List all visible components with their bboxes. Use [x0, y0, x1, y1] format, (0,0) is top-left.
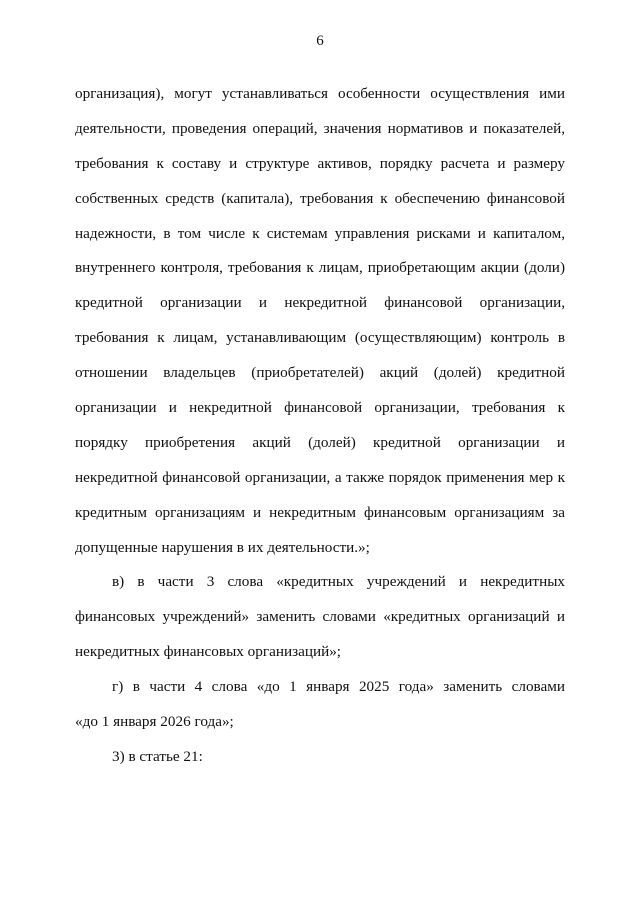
text-line: допущенные нарушения в их деятельности.»;	[75, 538, 370, 556]
text-line: 3) в статье 21:	[112, 747, 203, 765]
text-line: порядку приобретения акций (долей) кредитной организации и	[75, 433, 565, 451]
text-line: надежности, в том числе к системам управления рисками и капиталом,	[75, 224, 565, 242]
text-line: некредитной финансовой организации, а также порядок применения мер к	[75, 468, 565, 486]
text-line: требования к составу и структуре активов, порядку расчета и размеру	[75, 154, 565, 172]
paragraph-item-3	[75, 740, 565, 775]
text-line: некредитных финансовых организаций»;	[75, 643, 342, 661]
text-line: отношении владельцев (приобретателей) акций (долей) кредитной	[75, 364, 565, 382]
paragraph-continuation	[75, 77, 565, 565]
text-line: собственных средств (капитала), требования к обеспечению финансовой	[75, 189, 565, 207]
text-line: в) в части 3 слова «кредитных учреждений и некредитных	[112, 573, 565, 591]
page-number: 6	[316, 33, 324, 49]
text-line: требования к лицам, устанавливающим (осуществляющим) контроль в	[75, 329, 565, 347]
document-body	[75, 77, 565, 775]
text-line: г) в части 4 слова «до 1 января 2025 года» заменить словами	[112, 678, 565, 696]
text-line: «до 1 января 2026 года»;	[75, 713, 234, 731]
paragraph-item-v	[75, 565, 565, 670]
text-line: деятельности, проведения операций, значения нормативов и показателей,	[75, 119, 565, 137]
text-line: кредитным организациям и некредитным финансовым организациям за	[75, 503, 565, 521]
paragraph-item-g	[75, 670, 565, 740]
text-line: финансовых учреждений» заменить словами «кредитных организаций и	[75, 608, 565, 626]
text-line: организация), могут устанавливаться особенности осуществления ими	[75, 85, 565, 102]
text-line: кредитной организации и некредитной финансовой организации,	[75, 294, 565, 312]
text-line: организации и некредитной финансовой организации, требования к	[75, 399, 565, 417]
text-line: внутреннего контроля, требования к лицам, приобретающим акции (доли)	[75, 259, 565, 277]
